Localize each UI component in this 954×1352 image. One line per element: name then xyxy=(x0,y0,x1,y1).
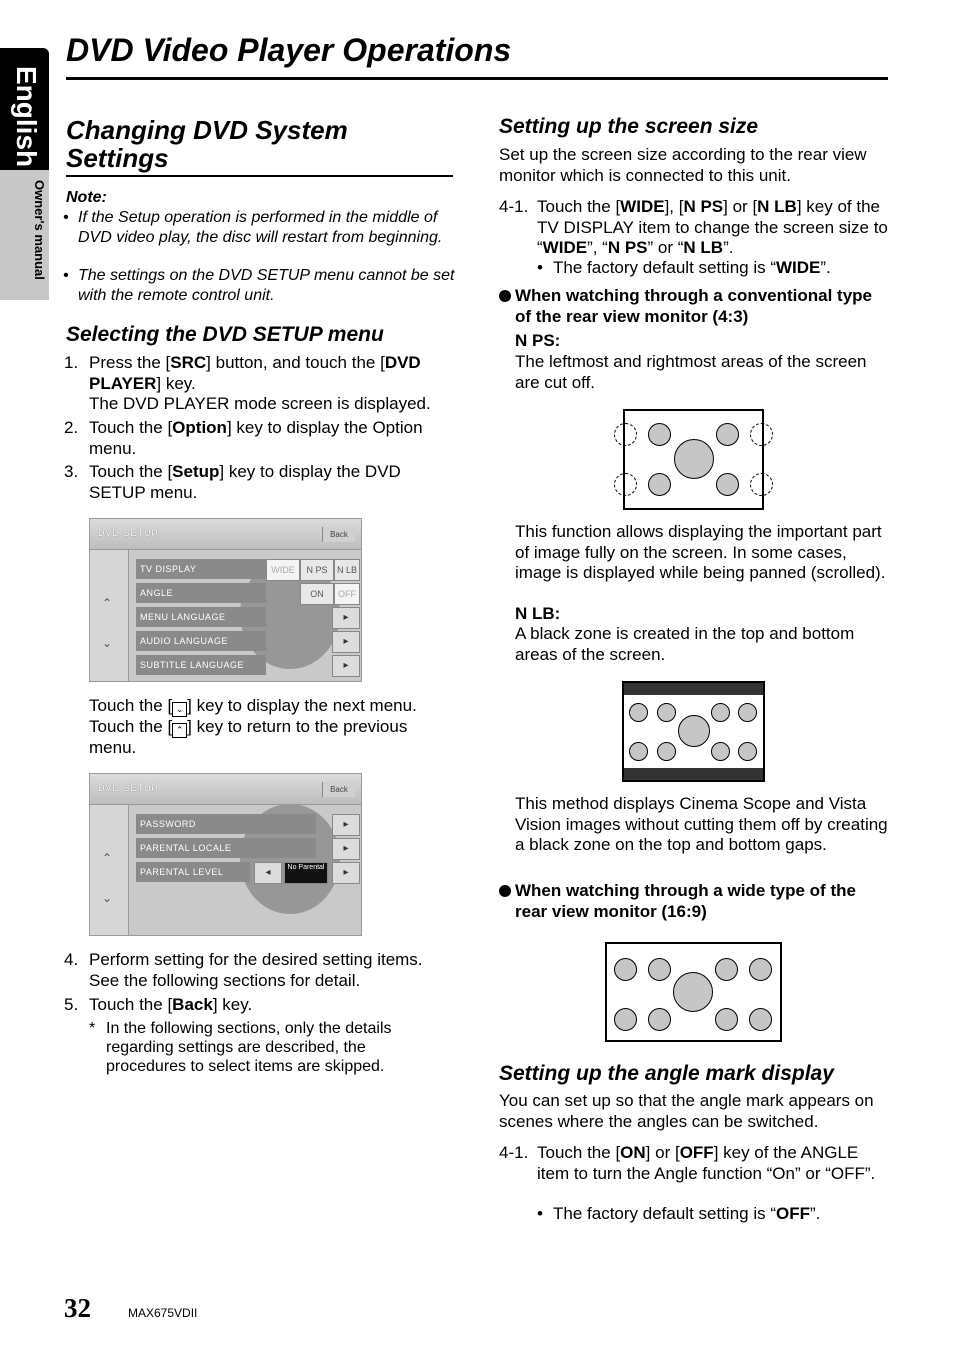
screen-size-heading: Setting up the screen size xyxy=(499,115,759,138)
bullet-text: When watching through a conventional type of the rear view monitor (4:3) xyxy=(515,286,873,326)
nps-description: The leftmost and rightmost areas of the screen are cut off. xyxy=(515,352,867,392)
setting-row-angle xyxy=(136,583,357,605)
dvd-player-key-text: DVD PLAYER xyxy=(89,353,421,393)
row-label: SUBTITLE LANGUAGE xyxy=(136,655,266,675)
step-text: ], [ xyxy=(664,197,684,216)
nlb-label: N LB: xyxy=(515,604,561,623)
nlb-diagram xyxy=(622,681,765,782)
right-arrow-icon[interactable]: ▸ xyxy=(332,607,360,629)
circle xyxy=(715,958,738,981)
circle xyxy=(614,1008,637,1031)
setting-row-parental-level xyxy=(136,862,357,884)
circle xyxy=(648,423,671,446)
circle xyxy=(657,703,676,722)
step-text: ] key to display the DVD SETUP menu. xyxy=(89,462,401,502)
model-name: MAX675VDII xyxy=(128,1306,198,1320)
right-arrow-icon[interactable]: ▸ xyxy=(332,655,360,677)
wide-diagram xyxy=(605,942,782,1042)
dvd-setup-screen-2 xyxy=(89,773,362,936)
key-text: N PS xyxy=(683,197,724,216)
text: ] key to return to the previous menu. xyxy=(89,717,408,757)
setting-row-parental-locale xyxy=(136,838,357,860)
step-number: 2. xyxy=(64,418,79,437)
key-text: WIDE xyxy=(620,197,665,216)
row-label: PARENTAL LEVEL xyxy=(136,862,250,882)
angle-step xyxy=(499,1143,889,1184)
circle xyxy=(749,958,772,981)
page-up-icon[interactable]: ⌃ xyxy=(102,851,113,865)
step-text: Perform setting for the desired setting items. See the following sections for detail. xyxy=(89,950,423,990)
setting-row-subtitle-language xyxy=(136,655,357,677)
circle xyxy=(657,742,676,761)
circle xyxy=(711,703,730,722)
step-text: Press the [ xyxy=(89,353,171,372)
step-number: 4-1. xyxy=(499,1143,529,1162)
section-heading: Changing DVD System Settings xyxy=(66,115,348,173)
step-text: Touch the [ xyxy=(537,197,621,216)
circle xyxy=(749,1008,772,1031)
step-text: ] or [ xyxy=(645,1143,680,1162)
key-text: N PS xyxy=(607,238,648,257)
off-button[interactable]: OFF xyxy=(334,583,360,605)
circle xyxy=(648,473,671,496)
nlb-explanation: This method displays Cinema Scope and Vista Vision images without cutting them off by creating a black zone on the top and bottom gaps. xyxy=(515,794,888,854)
top-black-band xyxy=(624,683,763,695)
note-text-1: If the Setup operation is performed in the middle of DVD video play, the disc will restart from beginning. xyxy=(78,209,443,246)
right-arrow-icon[interactable]: ▸ xyxy=(332,862,360,884)
left-arrow-icon[interactable]: ◂ xyxy=(254,862,282,884)
key-text: ON xyxy=(620,1143,646,1162)
nps-button[interactable]: N PS xyxy=(300,559,334,581)
step-4 xyxy=(64,950,456,991)
setting-row-audio-language xyxy=(136,631,357,653)
step-text: Touch the [ xyxy=(537,1143,621,1162)
center-circle xyxy=(673,972,713,1012)
step-text: Touch the [ xyxy=(89,418,173,437)
bullet-dot-icon xyxy=(499,885,511,897)
screen-header xyxy=(90,774,361,805)
page-title: DVD Video Player Operations xyxy=(66,32,512,68)
row-label: PASSWORD xyxy=(136,814,316,834)
cut-off-circle xyxy=(614,473,637,496)
default-value: OFF xyxy=(776,1204,810,1223)
text: ”. xyxy=(810,1204,821,1223)
nlb-button[interactable]: N LB xyxy=(334,559,360,581)
setting-row-menu-language xyxy=(136,607,357,629)
row-label: PARENTAL LOCALE xyxy=(136,838,316,858)
src-key-text: SRC xyxy=(170,353,207,372)
back-key-text: Back xyxy=(172,995,213,1014)
step-text: ] key of the ANGLE item to turn the Angle function “On” or “OFF”. xyxy=(537,1143,876,1183)
step-number: 5. xyxy=(64,995,79,1014)
key-text: N LB xyxy=(683,238,724,257)
bottom-black-band xyxy=(624,768,763,780)
right-arrow-icon[interactable]: ▸ xyxy=(332,631,360,653)
step-2 xyxy=(64,418,456,459)
side-manual-label: Owner's manual xyxy=(32,180,47,280)
wide-button[interactable]: WIDE xyxy=(266,559,300,581)
title-rule xyxy=(66,77,888,80)
bullet-text: When watching through a wide type of the rear view monitor (16:9) xyxy=(515,881,856,921)
screen-size-step xyxy=(499,197,889,259)
default-setting-1: • The factory default setting is “WIDE”. xyxy=(537,258,831,277)
default-value: WIDE xyxy=(776,258,821,277)
page-down-icon: ⌄ xyxy=(172,702,187,717)
side-tab xyxy=(0,48,49,300)
circle xyxy=(648,1008,671,1031)
setup-key-text: Setup xyxy=(172,462,220,481)
circle xyxy=(614,958,637,981)
dvd-setup-screen-1 xyxy=(89,518,362,682)
default-setting-2: • The factory default setting is “OFF”. xyxy=(537,1204,821,1223)
bullet-16-9 xyxy=(499,881,889,922)
step-1 xyxy=(64,353,456,415)
scroll-column xyxy=(90,550,129,681)
angle-intro: You can set up so that the angle mark appears on scenes where the angles can be switched. xyxy=(499,1091,874,1131)
page-number: 32 xyxy=(64,1293,91,1323)
step-number: 1. xyxy=(64,353,79,372)
touch-prev-text xyxy=(89,717,459,759)
step-number: 3. xyxy=(64,462,79,481)
row-label: ANGLE xyxy=(136,583,266,603)
step-number: 4-1. xyxy=(499,197,529,216)
footnote-text: In the following sections, only the details regarding settings are described, the procedures to select items are skipped. xyxy=(106,1020,392,1075)
bullet-4-3 xyxy=(499,286,889,327)
step-text: ] key. xyxy=(156,373,196,393)
nps-explanation: This function allows displaying the important part of image fully on the screen. In some cases, image is displayed while being panned (scrolled). xyxy=(515,522,886,582)
row-label: TV DISPLAY xyxy=(136,559,266,579)
touch-next-text xyxy=(89,696,459,717)
screen-size-intro: Set up the screen size according to the rear view monitor which is connected to this unit. xyxy=(499,145,867,185)
nps-label: N PS: xyxy=(515,331,561,350)
on-button[interactable]: ON xyxy=(300,583,334,605)
screen-header-title: DVD SETUP xyxy=(98,528,159,538)
page-down-icon[interactable]: ⌄ xyxy=(102,636,113,650)
setting-row-tv-display xyxy=(136,559,357,581)
note-item: • If the Setup operation is performed in the middle of DVD video play, the disc will restart from beginning. xyxy=(66,208,456,247)
step-text: Touch the [ xyxy=(89,995,173,1014)
circle xyxy=(738,703,757,722)
cut-off-circle xyxy=(614,423,637,446)
circle xyxy=(716,473,739,496)
parental-level-value: No Parental xyxy=(284,862,328,884)
key-text: WIDE xyxy=(542,238,588,257)
screen-header-title: DVD SETUP xyxy=(98,783,159,793)
step-text: ] or [ xyxy=(723,197,758,216)
step-text: ] key. xyxy=(212,995,253,1014)
text: ] key to display the next menu. xyxy=(187,696,417,715)
right-arrow-icon[interactable]: ▸ xyxy=(332,838,360,860)
center-circle xyxy=(678,715,710,747)
setting-row-password xyxy=(136,814,357,836)
page-up-icon: ⌃ xyxy=(172,723,187,738)
circle xyxy=(648,958,671,981)
circle xyxy=(629,742,648,761)
note-text-2: The settings on the DVD SETUP menu cannot be set with the remote control unit. xyxy=(78,267,455,304)
step-text: ] key to display the Option menu. xyxy=(89,418,423,458)
footnote: * In the following sections, only the details regarding settings are described, the procedures to select items are skipped. xyxy=(89,1019,419,1076)
note-title: Note: xyxy=(66,189,107,206)
text: Touch the [ xyxy=(89,696,173,715)
circle xyxy=(629,703,648,722)
step-text: The DVD PLAYER mode screen is displayed. xyxy=(89,394,431,413)
row-label: MENU LANGUAGE xyxy=(136,607,266,627)
back-button[interactable]: Back xyxy=(322,527,355,542)
step-text: Touch the [ xyxy=(89,462,173,481)
page-up-icon[interactable]: ⌃ xyxy=(102,596,113,610)
step-5 xyxy=(64,995,456,1016)
note-item: • The settings on the DVD SETUP menu cannot be set with the remote control unit. xyxy=(63,267,455,304)
row-label: AUDIO LANGUAGE xyxy=(136,631,266,651)
step-text: ”. xyxy=(723,238,734,257)
cut-off-circle xyxy=(750,423,773,446)
subsection-heading: Selecting the DVD SETUP menu xyxy=(66,323,384,346)
angle-heading: Setting up the angle mark display xyxy=(499,1062,834,1085)
section-rule xyxy=(66,175,453,177)
scroll-column xyxy=(90,805,129,935)
step-text: ] key of the TV DISPLAY item to change the screen size to “ xyxy=(537,197,888,257)
center-circle xyxy=(674,439,714,479)
cut-off-circle xyxy=(750,473,773,496)
right-arrow-icon[interactable]: ▸ xyxy=(332,814,360,836)
step-3 xyxy=(64,462,456,503)
step-text: ] button, and touch the [ xyxy=(206,353,385,372)
back-button[interactable]: Back xyxy=(322,782,355,797)
circle xyxy=(716,423,739,446)
text: Touch the [ xyxy=(89,717,173,736)
step-number: 4. xyxy=(64,950,79,969)
side-language-label: English xyxy=(11,66,42,168)
nlb-description: A black zone is created in the top and bottom areas of the screen. xyxy=(515,624,855,664)
step-text: ”, “ xyxy=(587,238,608,257)
page-down-icon[interactable]: ⌄ xyxy=(102,891,113,905)
key-text: N LB xyxy=(757,197,797,216)
circle xyxy=(738,742,757,761)
option-key-text: Option xyxy=(172,418,227,437)
nps-diagram xyxy=(623,409,764,510)
text: The factory default setting is “ xyxy=(553,1204,776,1223)
step-text: ” or “ xyxy=(647,238,684,257)
circle xyxy=(711,742,730,761)
bullet-dot-icon xyxy=(499,290,511,302)
circle xyxy=(715,1008,738,1031)
screen-header xyxy=(90,519,361,550)
text: The factory default setting is “ xyxy=(553,258,776,277)
key-text: OFF xyxy=(679,1143,714,1162)
text: ”. xyxy=(820,258,831,277)
